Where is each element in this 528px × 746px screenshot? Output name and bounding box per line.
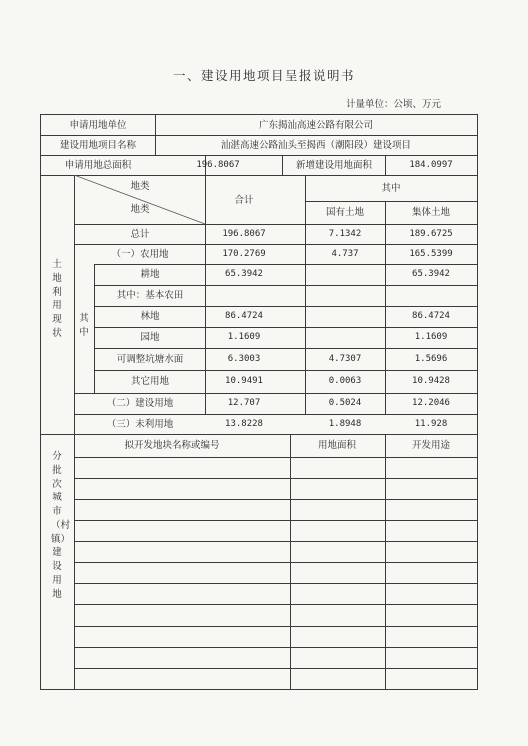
row-label: （二）建设用地 bbox=[106, 398, 174, 409]
row-label: 总计 bbox=[130, 229, 150, 240]
of-which-side-label: 其中 bbox=[79, 313, 89, 338]
row-state: 4.737 bbox=[331, 249, 359, 259]
row-total: 13.8228 bbox=[225, 419, 263, 429]
row-collective: 1.5696 bbox=[414, 354, 448, 364]
row-state: 0.5024 bbox=[328, 398, 362, 408]
applicant-value: 广东揭汕高速公路有限公司 bbox=[258, 120, 374, 131]
row-label: （三）未利用地 bbox=[106, 419, 174, 430]
row-total: 170.2769 bbox=[222, 249, 266, 259]
row-collective: 1.1609 bbox=[414, 332, 448, 342]
row-label: 可调整坑塘水面 bbox=[116, 354, 184, 365]
row-label: 其中：基本农田 bbox=[116, 290, 184, 301]
row-state: 4.7307 bbox=[328, 354, 362, 364]
col-land-type: 地类 bbox=[130, 181, 150, 192]
total-area-value: 196.8067 bbox=[196, 160, 240, 170]
row-label: （一）农用地 bbox=[111, 249, 169, 260]
row-total: 86.4724 bbox=[225, 311, 263, 321]
row-collective: 189.6725 bbox=[409, 229, 453, 239]
batch-side-label: 分批次城市（村镇）建设用地 bbox=[51, 451, 71, 600]
row-label: 其它用地 bbox=[130, 376, 170, 387]
row-collective: 86.4724 bbox=[412, 311, 450, 321]
row-total: 65.3942 bbox=[225, 269, 263, 279]
row-collective: 65.3942 bbox=[412, 269, 450, 279]
col-of-which: 其中 bbox=[381, 183, 401, 194]
row-total: 6.3003 bbox=[227, 354, 261, 364]
row-label: 林地 bbox=[140, 311, 160, 322]
new-area-label: 新增建设用地面积 bbox=[295, 160, 373, 171]
col-total: 合计 bbox=[234, 195, 254, 206]
document-title: 一、建设用地项目呈报说明书 bbox=[172, 68, 356, 83]
row-state: 1.8948 bbox=[328, 419, 362, 429]
col-state-land: 国有土地 bbox=[325, 207, 365, 218]
project-label: 建设用地项目名称 bbox=[59, 140, 137, 151]
new-area-value: 184.0997 bbox=[409, 160, 453, 170]
col-plot-area: 用地面积 bbox=[317, 440, 357, 451]
land-status-side-label: 土地利用现状 bbox=[52, 259, 62, 339]
col-land-type-2: 地类 bbox=[130, 204, 150, 215]
row-collective: 12.2046 bbox=[412, 398, 450, 408]
col-plot-name: 拟开发地块名称或编号 bbox=[124, 440, 220, 451]
row-total: 10.9491 bbox=[225, 376, 263, 386]
unit-note: 计量单位：公顷、万元 bbox=[346, 99, 442, 110]
row-state: 7.1342 bbox=[328, 229, 362, 239]
row-label: 园地 bbox=[140, 332, 160, 343]
col-collective-land: 集体土地 bbox=[411, 207, 451, 218]
total-area-label: 申请用地总面积 bbox=[64, 160, 132, 171]
row-state: 0.0063 bbox=[328, 376, 362, 386]
col-plot-use: 开发用途 bbox=[411, 440, 451, 451]
row-total: 196.8067 bbox=[222, 229, 266, 239]
row-label: 耕地 bbox=[140, 269, 160, 280]
row-collective: 11.928 bbox=[414, 419, 448, 429]
row-collective: 165.5399 bbox=[409, 249, 453, 259]
row-collective: 10.9428 bbox=[412, 376, 450, 386]
row-total: 12.707 bbox=[227, 398, 261, 408]
project-value: 汕湛高速公路汕头至揭西（潮阳段）建设项目 bbox=[220, 140, 412, 151]
row-total: 1.1609 bbox=[227, 332, 261, 342]
applicant-label: 申请用地单位 bbox=[69, 120, 127, 131]
